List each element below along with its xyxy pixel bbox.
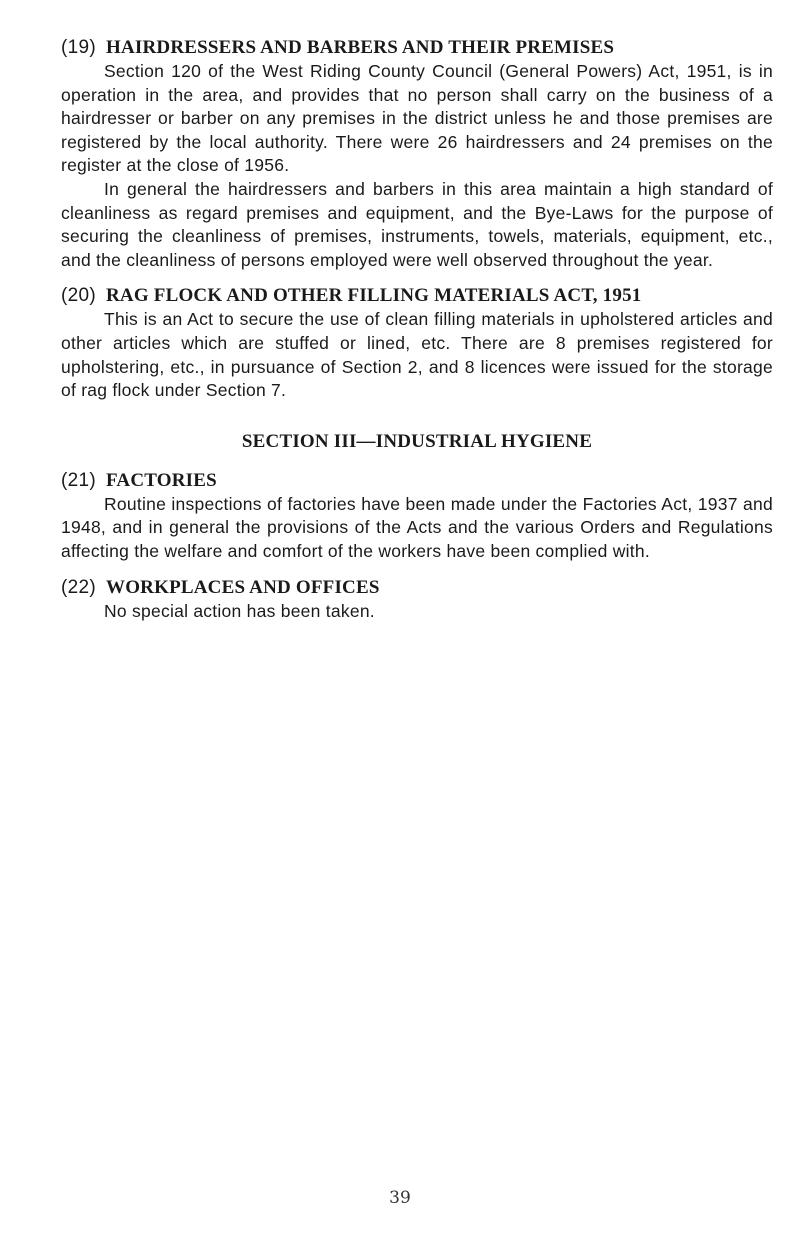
section-number: (21) — [61, 469, 96, 491]
section-22 — [61, 576, 773, 624]
document-page — [61, 36, 773, 623]
section-19 — [61, 36, 773, 272]
section-heading — [61, 469, 773, 493]
section-21 — [61, 469, 773, 564]
section-heading — [61, 284, 773, 308]
section-number: (20) — [61, 285, 96, 307]
paragraph: This is an Act to secure the use of clean filling materials in upholstered articles and other articles which are stuffed or lined, etc. There are 8 premises registered for upholstering, etc., in pursuance of Section 2, and 8 licences were issued for the storage of rag flock under Section 7. — [61, 309, 773, 401]
section-20 — [61, 284, 773, 402]
paragraph: Section 120 of the West Riding County Council (General Powers) Act, 1951, is in operation in the area, and provides that no person shall carry on the business of a hairdresser or barber on any premises in the district unless he and those premises are registered by the local authority. There were 26 hairdressers and 24 premises on the register at the close of 1956. — [61, 61, 773, 176]
section-title: FACTORIES — [106, 469, 217, 491]
section-heading — [61, 576, 773, 600]
paragraph: Routine inspections of factories have been made under the Factories Act, 1937 and 1948, and in general the provisions of the Acts and the various Orders and Regulations affecting the welfare and comfort of the workers have been complied with. — [61, 493, 773, 561]
paragraph: In general the hairdressers and barbers in this area maintain a high standard of cleanliness as regard premises and equipment, and the Bye-Laws for the purpose of securing the cleanliness of premises, instruments, towels, materials, equipment, etc., and the cleanliness of persons employed were well observed throughout the year. — [61, 178, 773, 270]
section-number: (22) — [61, 576, 96, 598]
section-title: WORKPLACES AND OFFICES — [106, 576, 380, 598]
section-title: HAIRDRESSERS AND BARBERS AND THEIR PREMISES — [106, 37, 615, 58]
paragraph: No special action has been taken. — [104, 600, 375, 621]
page-number: 39 — [389, 1188, 411, 1208]
section-heading — [61, 36, 773, 60]
section-number: (19) — [61, 37, 96, 58]
section-title: RAG FLOCK AND OTHER FILLING MATERIALS ACT, 1951 — [106, 285, 642, 307]
part-heading: SECTION III—INDUSTRIAL HYGIENE — [241, 430, 593, 452]
